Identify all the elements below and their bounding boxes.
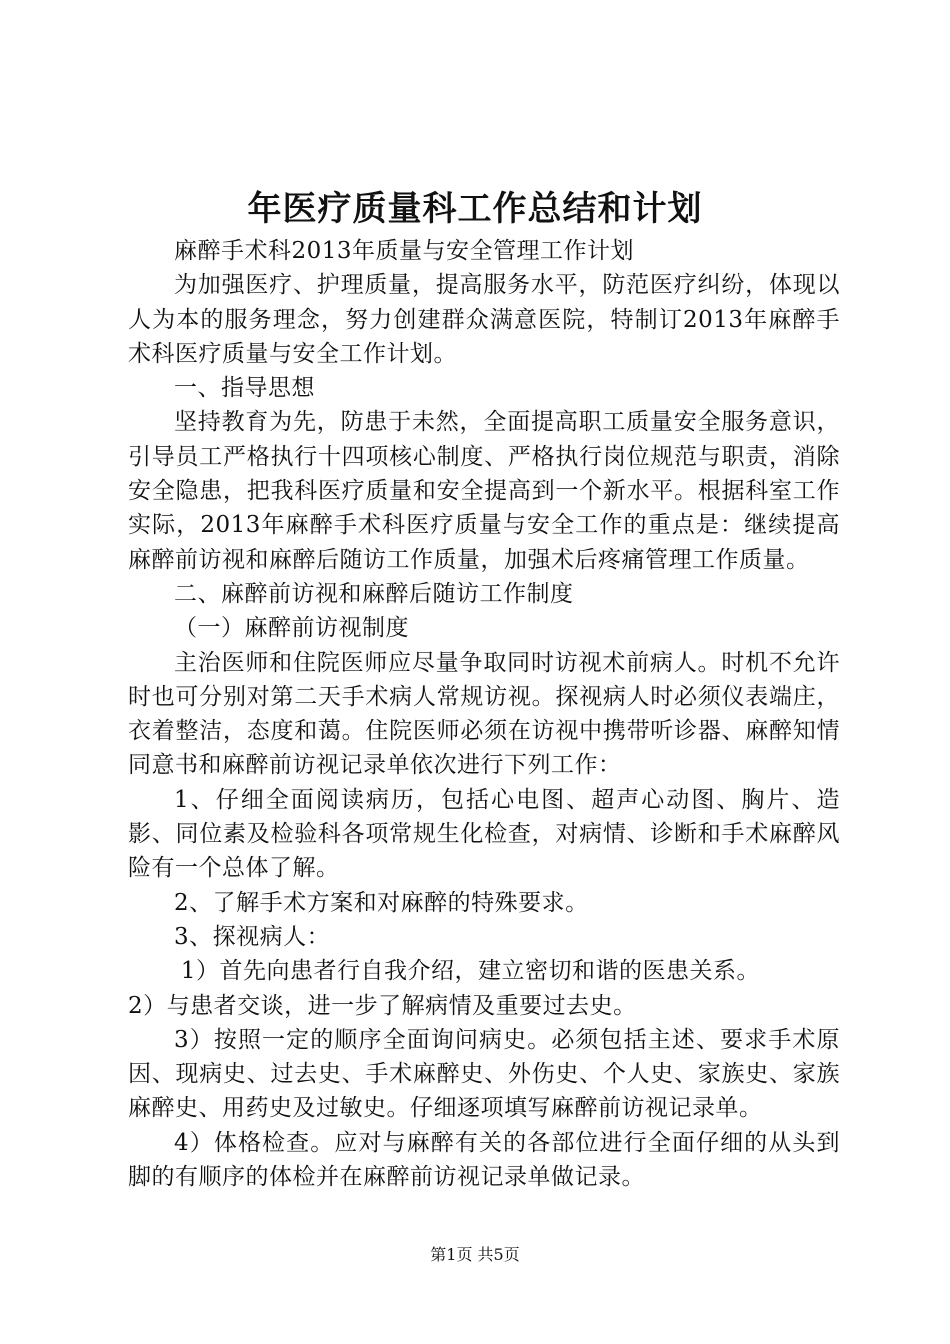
sub-item-4: 4）体格检查。应对与麻醉有关的各部位进行全面仔细的从头到脚的有顺序的体检并在麻醉前访视记录单做记录。: [128, 1129, 840, 1191]
paragraph-plan-heading: 麻醉手术科2013年质量与安全管理工作计划: [174, 238, 635, 264]
subsection-heading-pre-visit: （一）麻醉前访视制度: [174, 615, 409, 642]
document-body: [128, 234, 840, 1194]
list-item-1: 1、仔细全面阅读病历，包括心电图、超声心动图、胸片、造影、同位素及检验科各项常规生化检查，对病情、诊断和手术麻醉风险有一个总体了解。: [128, 786, 840, 882]
sub-item-2: 2）与患者交谈，进一步了解病情及重要过去史。: [128, 992, 637, 1019]
section-heading-guiding-thought: 一、指导思想: [174, 375, 315, 402]
page-footer: 第1页 共5页: [430, 1245, 520, 1264]
sub-item-1: 1）首先向患者行自我介绍，建立密切和谐的医患关系。: [180, 958, 761, 985]
section-heading-visit-system: 二、麻醉前访视和麻醉后随访工作制度: [174, 580, 574, 607]
paragraph-intro: 为加强医疗、护理质量，提高服务水平，防范医疗纠纷，体现以人为本的服务理念，努力创建群众满意医院，特制订2013年麻醉手术科医疗质量与安全工作计划。: [128, 272, 840, 367]
sub-item-3: 3）按照一定的顺序全面询问病史。必须包括主述、要求手术原因、现病史、过去史、手术麻醉史、外伤史、个人史、家族史、家族麻醉史、用药史及过敏史。仔细逐项填写麻醉前访视记录单。: [128, 1026, 840, 1122]
list-item-3: 3、探视病人：: [174, 923, 331, 950]
list-item-2: 2、了解手术方案和对麻醉的特殊要求。: [174, 889, 589, 916]
paragraph-pre-visit: 主治医师和住院医师应尽量争取同时访视术前病人。时机不允许时也可分别对第二天手术病人常规访视。探视病人时必须仪表端庄，衣着整洁，态度和蔼。住院医师必须在访视中携带听诊器、麻醉知情同意书和麻醉前访视记录单依次进行下列工作：: [128, 649, 840, 779]
document-title: 年医疗质量科工作总结和计划: [247, 189, 703, 229]
paragraph-guiding-thought: 坚持教育为先，防患于未然，全面提高职工质量安全服务意识，引导员工严格执行十四项核心制度、严格执行岗位规范与职责，消除安全隐患，把我科医疗质量和安全提高到一个新水平。根据科室工作实际，2013年麻醉手术科医疗质量与安全工作的重点是：继续提高麻醉前访视和麻醉后随访工作质量，加强术后疼痛管理工作质量。: [128, 409, 840, 573]
